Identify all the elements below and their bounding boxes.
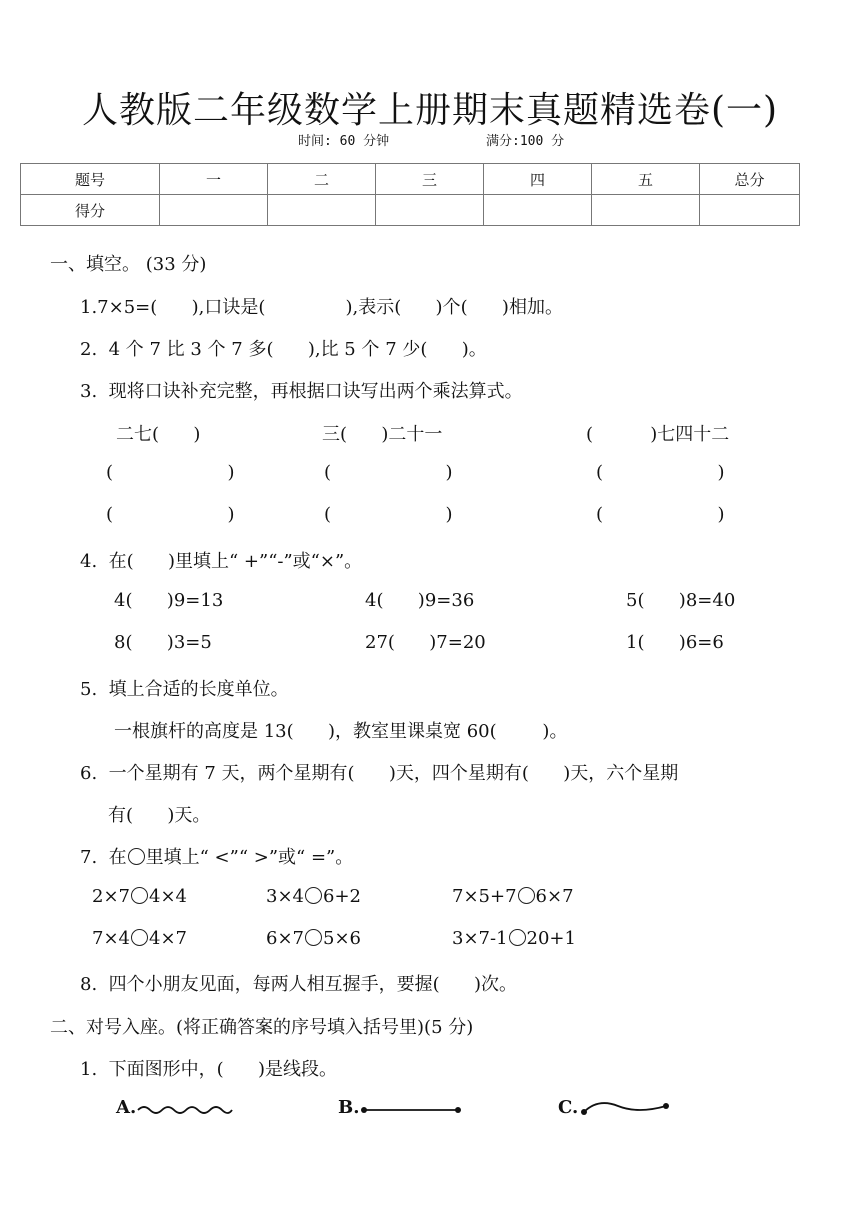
score-row-label: 得分 bbox=[21, 195, 160, 226]
exam-time: 时间: 60 分钟 bbox=[298, 134, 390, 149]
compare-circle-icon[interactable] bbox=[131, 929, 148, 946]
q3-answer-blank: ( ) bbox=[106, 504, 235, 525]
q7-item bbox=[266, 886, 361, 907]
q7-left: 3×7-1 bbox=[452, 928, 508, 949]
compare-circle-icon[interactable] bbox=[509, 929, 526, 946]
q7-right: 4×4 bbox=[149, 886, 187, 907]
score-cell[interactable] bbox=[592, 195, 700, 226]
q3-item: 二七( ) bbox=[116, 424, 201, 445]
circle-icon bbox=[128, 848, 145, 865]
q3-answer-blank: ( ) bbox=[106, 462, 235, 483]
q7-text: 里填上“ <”“ >”或“ =”。 bbox=[145, 847, 354, 868]
score-table-header: 三 bbox=[376, 164, 484, 195]
q4-item: 27( )7=20 bbox=[365, 632, 486, 653]
q7-left: 3×4 bbox=[266, 886, 304, 907]
q7-item bbox=[92, 928, 187, 949]
question-1-2: 2. 4 个 7 比 3 个 7 多( ),比 5 个 7 少( )。 bbox=[80, 339, 487, 360]
section-2-title: 二、对号入座。(将正确答案的序号填入括号里)(5 分) bbox=[50, 1017, 474, 1038]
q7-right: 4×7 bbox=[149, 928, 187, 949]
q7-right: 20+1 bbox=[526, 928, 576, 949]
question-1-6: 6. 一个星期有 7 天，两个星期有( )天，四个星期有( )天，六个星期 bbox=[80, 763, 679, 784]
q7-left: 7×5+7 bbox=[452, 886, 517, 907]
score-table-header: 总分 bbox=[700, 164, 800, 195]
question-1-4: 4. 在( )里填上“ +”“-”或“×”。 bbox=[80, 551, 363, 572]
q4-item: 4( )9=13 bbox=[114, 590, 224, 611]
q3-item: ( )七四十二 bbox=[586, 424, 730, 445]
q7-right: 5×6 bbox=[323, 928, 361, 949]
q7-right: 6×7 bbox=[535, 886, 574, 907]
q7-item bbox=[452, 928, 576, 949]
question-1-8: 8. 四个小朋友见面，每两人相互握手，要握( )次。 bbox=[80, 974, 517, 995]
question-1-5: 5. 填上合适的长度单位。 bbox=[80, 679, 289, 700]
q7-text: 7. 在 bbox=[80, 847, 127, 868]
compare-circle-icon[interactable] bbox=[131, 887, 148, 904]
compare-circle-icon[interactable] bbox=[305, 887, 322, 904]
q3-answer-blank: ( ) bbox=[596, 504, 725, 525]
q3-answer-blank: ( ) bbox=[324, 462, 453, 483]
section-1-title: 一、填空。 (33 分) bbox=[50, 254, 207, 275]
score-table-header: 二 bbox=[268, 164, 376, 195]
q4-item: 4( )9=36 bbox=[365, 590, 475, 611]
full-score: 满分:100 分 bbox=[486, 134, 565, 149]
score-cell[interactable] bbox=[700, 195, 800, 226]
q7-left: 2×7 bbox=[92, 886, 130, 907]
q7-item bbox=[266, 928, 361, 949]
score-cell[interactable] bbox=[268, 195, 376, 226]
q7-item bbox=[452, 886, 574, 907]
question-1-6-cont: 有( )天。 bbox=[108, 805, 211, 826]
option-b-label: B. bbox=[338, 1097, 360, 1118]
score-table-header: 题号 bbox=[21, 164, 160, 195]
line-segment-icon bbox=[358, 1100, 464, 1120]
score-cell[interactable] bbox=[160, 195, 268, 226]
question-1-3: 3. 现将口诀补充完整，再根据口诀写出两个乘法算式。 bbox=[80, 381, 523, 402]
page-title: 人教版二年级数学上册期末真题精选卷(一) bbox=[81, 90, 779, 131]
score-cell[interactable] bbox=[484, 195, 592, 226]
q7-right: 6+2 bbox=[323, 886, 361, 907]
option-a-label: A. bbox=[116, 1097, 137, 1118]
question-1-1: 1.7×5=( ),口诀是( ),表示( )个( )相加。 bbox=[80, 297, 563, 318]
question-1-7 bbox=[80, 843, 353, 869]
score-cell[interactable] bbox=[376, 195, 484, 226]
score-table-header: 一 bbox=[160, 164, 268, 195]
q3-answer-blank: ( ) bbox=[324, 504, 453, 525]
q4-item: 1( )6=6 bbox=[626, 632, 724, 653]
q4-item: 8( )3=5 bbox=[114, 632, 212, 653]
q5-line: 一根旗杆的高度是 13( )，教室里课桌宽 60( )。 bbox=[114, 721, 568, 742]
q7-left: 7×4 bbox=[92, 928, 130, 949]
wavy-line-icon bbox=[136, 1100, 236, 1120]
score-table-header: 五 bbox=[592, 164, 700, 195]
score-table-score-row bbox=[21, 195, 800, 226]
compare-circle-icon[interactable] bbox=[518, 887, 535, 904]
score-table bbox=[20, 163, 800, 226]
q3-item: 三( )二十一 bbox=[322, 424, 443, 445]
option-c-label: C. bbox=[558, 1097, 579, 1118]
score-table-header-row bbox=[21, 164, 800, 195]
curve-segment-icon bbox=[578, 1094, 674, 1124]
q3-answer-blank: ( ) bbox=[596, 462, 725, 483]
compare-circle-icon[interactable] bbox=[305, 929, 322, 946]
q7-left: 6×7 bbox=[266, 928, 304, 949]
score-table-header: 四 bbox=[484, 164, 592, 195]
q4-item: 5( )8=40 bbox=[626, 590, 736, 611]
question-2-1: 1. 下面图形中，( )是线段。 bbox=[80, 1059, 337, 1080]
q7-item bbox=[92, 886, 187, 907]
